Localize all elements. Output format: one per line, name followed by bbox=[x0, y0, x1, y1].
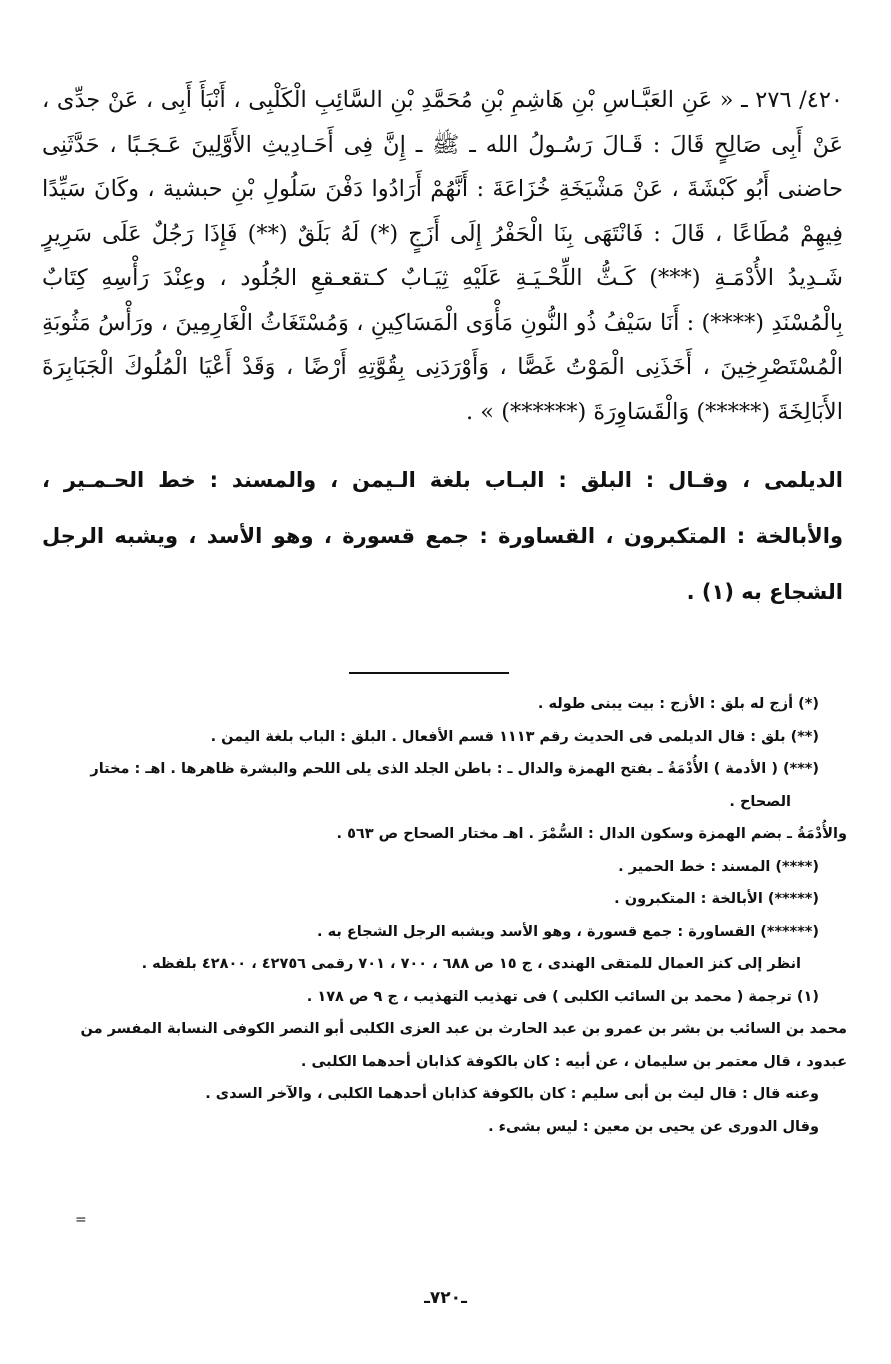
reference-kanz: انظر إلى كنز العمال للمتقى الهندى ، ج ١٥ ص ٦٨٨ ، ٧٠٠ ، ٧٠١ رقمى ٤٢٧٥٦ ، ٤٢٨٠٠ بلفظه . bbox=[141, 956, 801, 972]
biography-text-2: وعنه قال : قال ليث بن أبى سليم : كان بالكوفة كذابان أحدهما الكلبى ، والآخر السدى . bbox=[205, 1086, 819, 1102]
footnote-qasawira: (******) القساورة : جمع قسورة ، وهو الأسد ويشبه الرجل الشجاع به . bbox=[317, 923, 819, 940]
biography-text: محمد بن السائب بن بشر بن عمرو بن عبد الحارث بن عبد العزى الكلبى أبو النصر الكوفى النسابة المفسر من عبدود ، قال معتمر بن سليمان ، عن أبيه : كان بالكوفة كذابان أحدهما الكلبى . bbox=[80, 1021, 847, 1070]
footnotes bbox=[42, 688, 847, 1143]
footnote-separator bbox=[349, 672, 509, 674]
footnote-musnad: (****) المسند : خط الحمير . bbox=[618, 858, 819, 875]
footnote-udma: (***) ( الأدمة ) الأُدْمَةُ ـ بفتح الهمزة والدال ـ : باطن الجلد الذى يلى اللحم والبشرة ظاهرها . اهـ : مختار الصحاح . bbox=[90, 761, 819, 810]
commentary-paragraph: الديلمى ، وقـال : البلق : البـاب بلغة الـيمن ، والمسند : خط الحـمـير ، والأبالخة : المتكبرون ، القساورة : جمع قسورة ، وهو الأسد ، ويشبه الرجل الشجاع به (١) . bbox=[42, 468, 843, 604]
footnote-abalikha: (*****) الأبالخة : المتكبرون . bbox=[614, 891, 819, 907]
footnote-balaq: (**) بلق : قال الديلمى فى الحديث رقم ١١١٣ قسم الأفعال . البلق : الباب بلغة اليمن . bbox=[210, 728, 819, 745]
biography-text-3: وقال الدورى عن يحيى بن معين : ليس بشىء . bbox=[488, 1118, 819, 1135]
main-text bbox=[42, 78, 843, 620]
continuation-mark: = bbox=[75, 1212, 87, 1228]
footnote-udma-2: والأُدْمَةُ ـ بضم الهمزة وسكون الدال : السُّمْرَ . اهـ مختار الصحاح ص ٥٦٣ . bbox=[336, 826, 847, 842]
footnote-one: (١) ترجمة ( محمد بن السائب الكلبى ) فى تهذيب التهذيب ، ج ٩ ص ١٧٨ . bbox=[306, 988, 819, 1005]
hadith-paragraph: ٤٢٠/ ٢٧٦ ـ « عَنِ العَبَّـاسِ بْنِ هَاشِمِ بْنِ مُحَمَّدِ بْنِ السَّائِبِ الْكَلْبِى ، أَنْبَأَ أَبِى ، عَنْ جدِّى ، عَنْ أَبِى صَالِحٍ قَالَ : قَـالَ رَسُـولُ الله ـ ﷺ ـ إِنَّ فِى أَحَـادِيثِ الأَوَّلِينَ عَـجَـبًا ، حَدَّثَنِى حاضنى أَبُو كَبْشَةَ ، عَنْ مَشْيَخَةِ خُزَاعَةَ : أَنَّهُمْ أَرَادُوا دَفْنَ سَلُولِ بْنِ حبشية ، وكَانَ سَيِّدًا فِيهِمْ مُطَاعًا ، قَالَ : فَانْتَهَى بِنَا الْحَفْرُ إِلَى أَزَجٍ (*) لَهُ بَلَقٌ (**) فَإِذَا رَجُلٌ عَلَى سَرِيرٍ شَـدِيدُ الأُدْمَـةِ (***) كَـثُّ اللِّحْـيَـةِ عَلَيْهِ ثِيَـابٌ كـتقعـقعِ الجُلُود ، وعِنْدَ رَأْسِهِ كِتَابٌ بِالْمُسْنَدِ (****) : أَنَا سَيْفُ ذُو النُّونِ مَأْوَى الْمَسَاكِينِ ، وَمُسْتَغَاثُ الْغَارِمِينَ ، ورَأْسُ مَثُوبَةِ الْمُسْتَصْرِخِينَ ، أَخَذَنِى الْمَوْتُ غَصًّا ، وَأَوْرَدَنِى بِقُوَّتِهِ أَرْضًا ، وَقَدْ أَعْيَا الْمُلُوكَ الْجَبَابِرَةَ الأَبَالِخَةَ (*****) وَالْقَسَاوِرَةَ (******) » . bbox=[42, 87, 843, 425]
footnote-azaj: (*) أزج له بلق : الأزج : بيت يبنى طوله . bbox=[537, 696, 819, 712]
page-number: ـ٧٢٠ـ bbox=[424, 1288, 467, 1308]
